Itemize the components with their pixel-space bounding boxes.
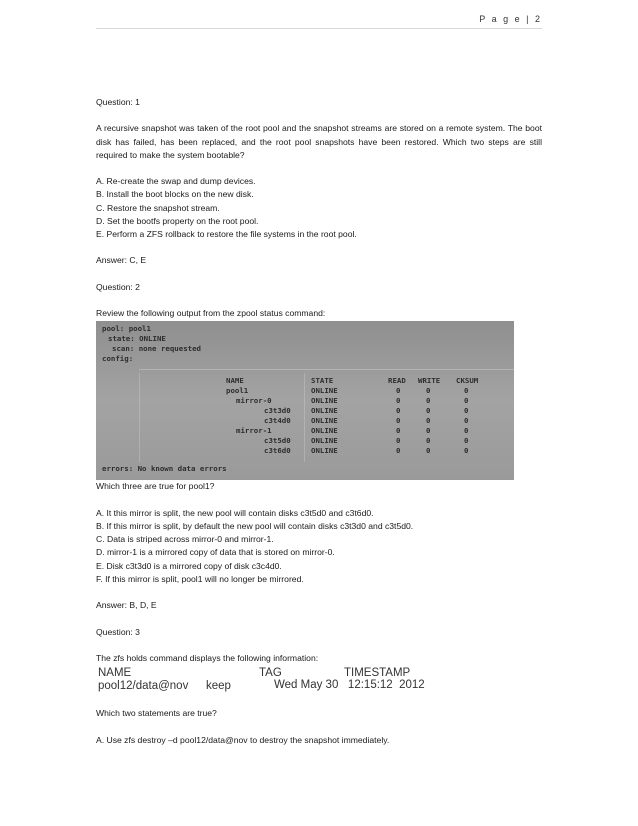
q3-option-a: A. Use zfs destroy –d pool12/data@nov to destroy the snapshot immediately. (96, 734, 390, 745)
q2-option-b: B. If this mirror is split, by default the new pool will contain disks c3t3d0 and c3t5d0. (96, 520, 414, 531)
q1-option-e: E. Perform a ZFS rollback to restore the file systems in the root pool. (96, 229, 357, 239)
term-cell: ONLINE (311, 446, 338, 456)
term-cell: 0 (464, 406, 469, 416)
term-cell: 0 (426, 426, 431, 436)
holds-header-timestamp: TIMESTAMP (344, 667, 411, 680)
term-cell: 0 (396, 386, 401, 396)
term-header-cell: CKSUM (456, 376, 479, 386)
zpool-status-screenshot (96, 321, 514, 480)
term-cell: 0 (464, 396, 469, 406)
header-rule (96, 28, 542, 29)
q2-title: Question: 2 (96, 281, 140, 292)
term-cell: 0 (426, 436, 431, 446)
term-header-cell: NAME (226, 376, 244, 386)
term-grid-line (139, 369, 514, 370)
q2-option-e: E. Disk c3t3d0 is a mirrored copy of disk c3c4d0. (96, 560, 282, 571)
term-cell: 0 (396, 406, 401, 416)
q3-title: Question: 3 (96, 626, 140, 637)
term-cell: mirror-1 (236, 426, 272, 436)
term-header-cell: READ (388, 376, 406, 386)
term-cell: ONLINE (311, 406, 338, 416)
term-cell: 0 (396, 396, 401, 406)
q1-option-a: A. Re-create the swap and dump devices. (96, 176, 256, 187)
term-header-cell: WRITE (418, 376, 441, 386)
holds-header-name: NAME (98, 667, 132, 680)
term-cell: ONLINE (311, 396, 338, 406)
term-cell: 0 (426, 396, 431, 406)
term-cell: 0 (396, 436, 401, 446)
q1-option-c: C. Restore the snapshot stream. (96, 202, 220, 213)
term-cell: c3t6d0 (264, 446, 291, 456)
term-cell: 0 (464, 446, 469, 456)
q1-title: Question: 1 (96, 97, 140, 107)
holds-header-tag: TAG (259, 667, 282, 680)
q2-question: Which three are true for pool1? (96, 481, 215, 492)
term-cell: c3t3d0 (264, 406, 291, 416)
q1-text: A recursive snapshot was taken of the root pool and the snapshot streams are stored on a remote system. The boot disk has failed, has been replaced, and the root pool snapshots have been restored. Which two steps are still required to make the system bootable? (96, 123, 542, 160)
holds-tag-value: keep (206, 680, 231, 693)
term-cell: 0 (396, 446, 401, 456)
zfs-holds-screenshot (96, 667, 436, 699)
term-cell: ONLINE (311, 416, 338, 426)
term-cell: ONLINE (311, 426, 338, 436)
term-cell: ONLINE (311, 386, 338, 396)
term-cell: pool1 (226, 386, 249, 396)
term-cell: 0 (464, 386, 469, 396)
term-header-cell: STATE (311, 376, 334, 386)
term-cell: mirror-0 (236, 396, 272, 406)
term-cell: c3t4d0 (264, 416, 291, 426)
q2-option-f: F. If this mirror is split, pool1 will no longer be mirrored. (96, 573, 304, 584)
term-cell: 0 (396, 426, 401, 436)
term-cell: 0 (426, 406, 431, 416)
q1-answer: Answer: C, E (96, 255, 147, 266)
term-cell: c3t5d0 (264, 436, 291, 446)
page-header (479, 14, 542, 24)
q1-option-d: D. Set the bootfs property on the root pool. (96, 215, 259, 226)
term-scan-line: scan: none requested (112, 344, 201, 354)
term-cell: 0 (464, 416, 469, 426)
q3-question: Which two statements are true? (96, 708, 217, 719)
term-cell: 0 (426, 446, 431, 456)
term-cell: 0 (426, 416, 431, 426)
term-cell: 0 (426, 386, 431, 396)
document-body (96, 96, 542, 747)
page-label: P a g e (479, 14, 522, 24)
q3-intro: The zfs holds command displays the following information: (96, 652, 319, 663)
term-cell: 0 (464, 426, 469, 436)
term-errors-line: errors: No known data errors (102, 464, 227, 474)
term-grid-line (139, 373, 140, 462)
q1-option-b: B. Install the boot blocks on the new disk. (96, 189, 254, 200)
term-grid-line (304, 373, 305, 462)
page-number: 2 (534, 14, 542, 24)
q2-answer: Answer: B, D, E (96, 600, 157, 611)
term-state-line: state: ONLINE (108, 334, 166, 344)
q2-option-d: D. mirror-1 is a mirrored copy of data that is stored on mirror-0. (96, 547, 335, 558)
q2-intro: Review the following output from the zpool status command: (96, 308, 326, 319)
holds-snapshot-name: pool12/data@nov (98, 680, 189, 693)
q2-option-c: C. Data is striped across mirror-0 and mirror-1. (96, 534, 274, 545)
term-cell: 0 (396, 416, 401, 426)
holds-timestamp-value: Wed May 30 12:15:12 2012 (274, 679, 425, 692)
q2-option-a: A. It this mirror is split, the new pool will contain disks c3t5d0 and c3t6d0. (96, 507, 374, 518)
term-config-line: config: (102, 354, 134, 364)
term-cell: 0 (464, 436, 469, 446)
term-cell: ONLINE (311, 436, 338, 446)
term-pool-line: pool: pool1 (102, 324, 151, 334)
page-separator: | (526, 14, 531, 24)
